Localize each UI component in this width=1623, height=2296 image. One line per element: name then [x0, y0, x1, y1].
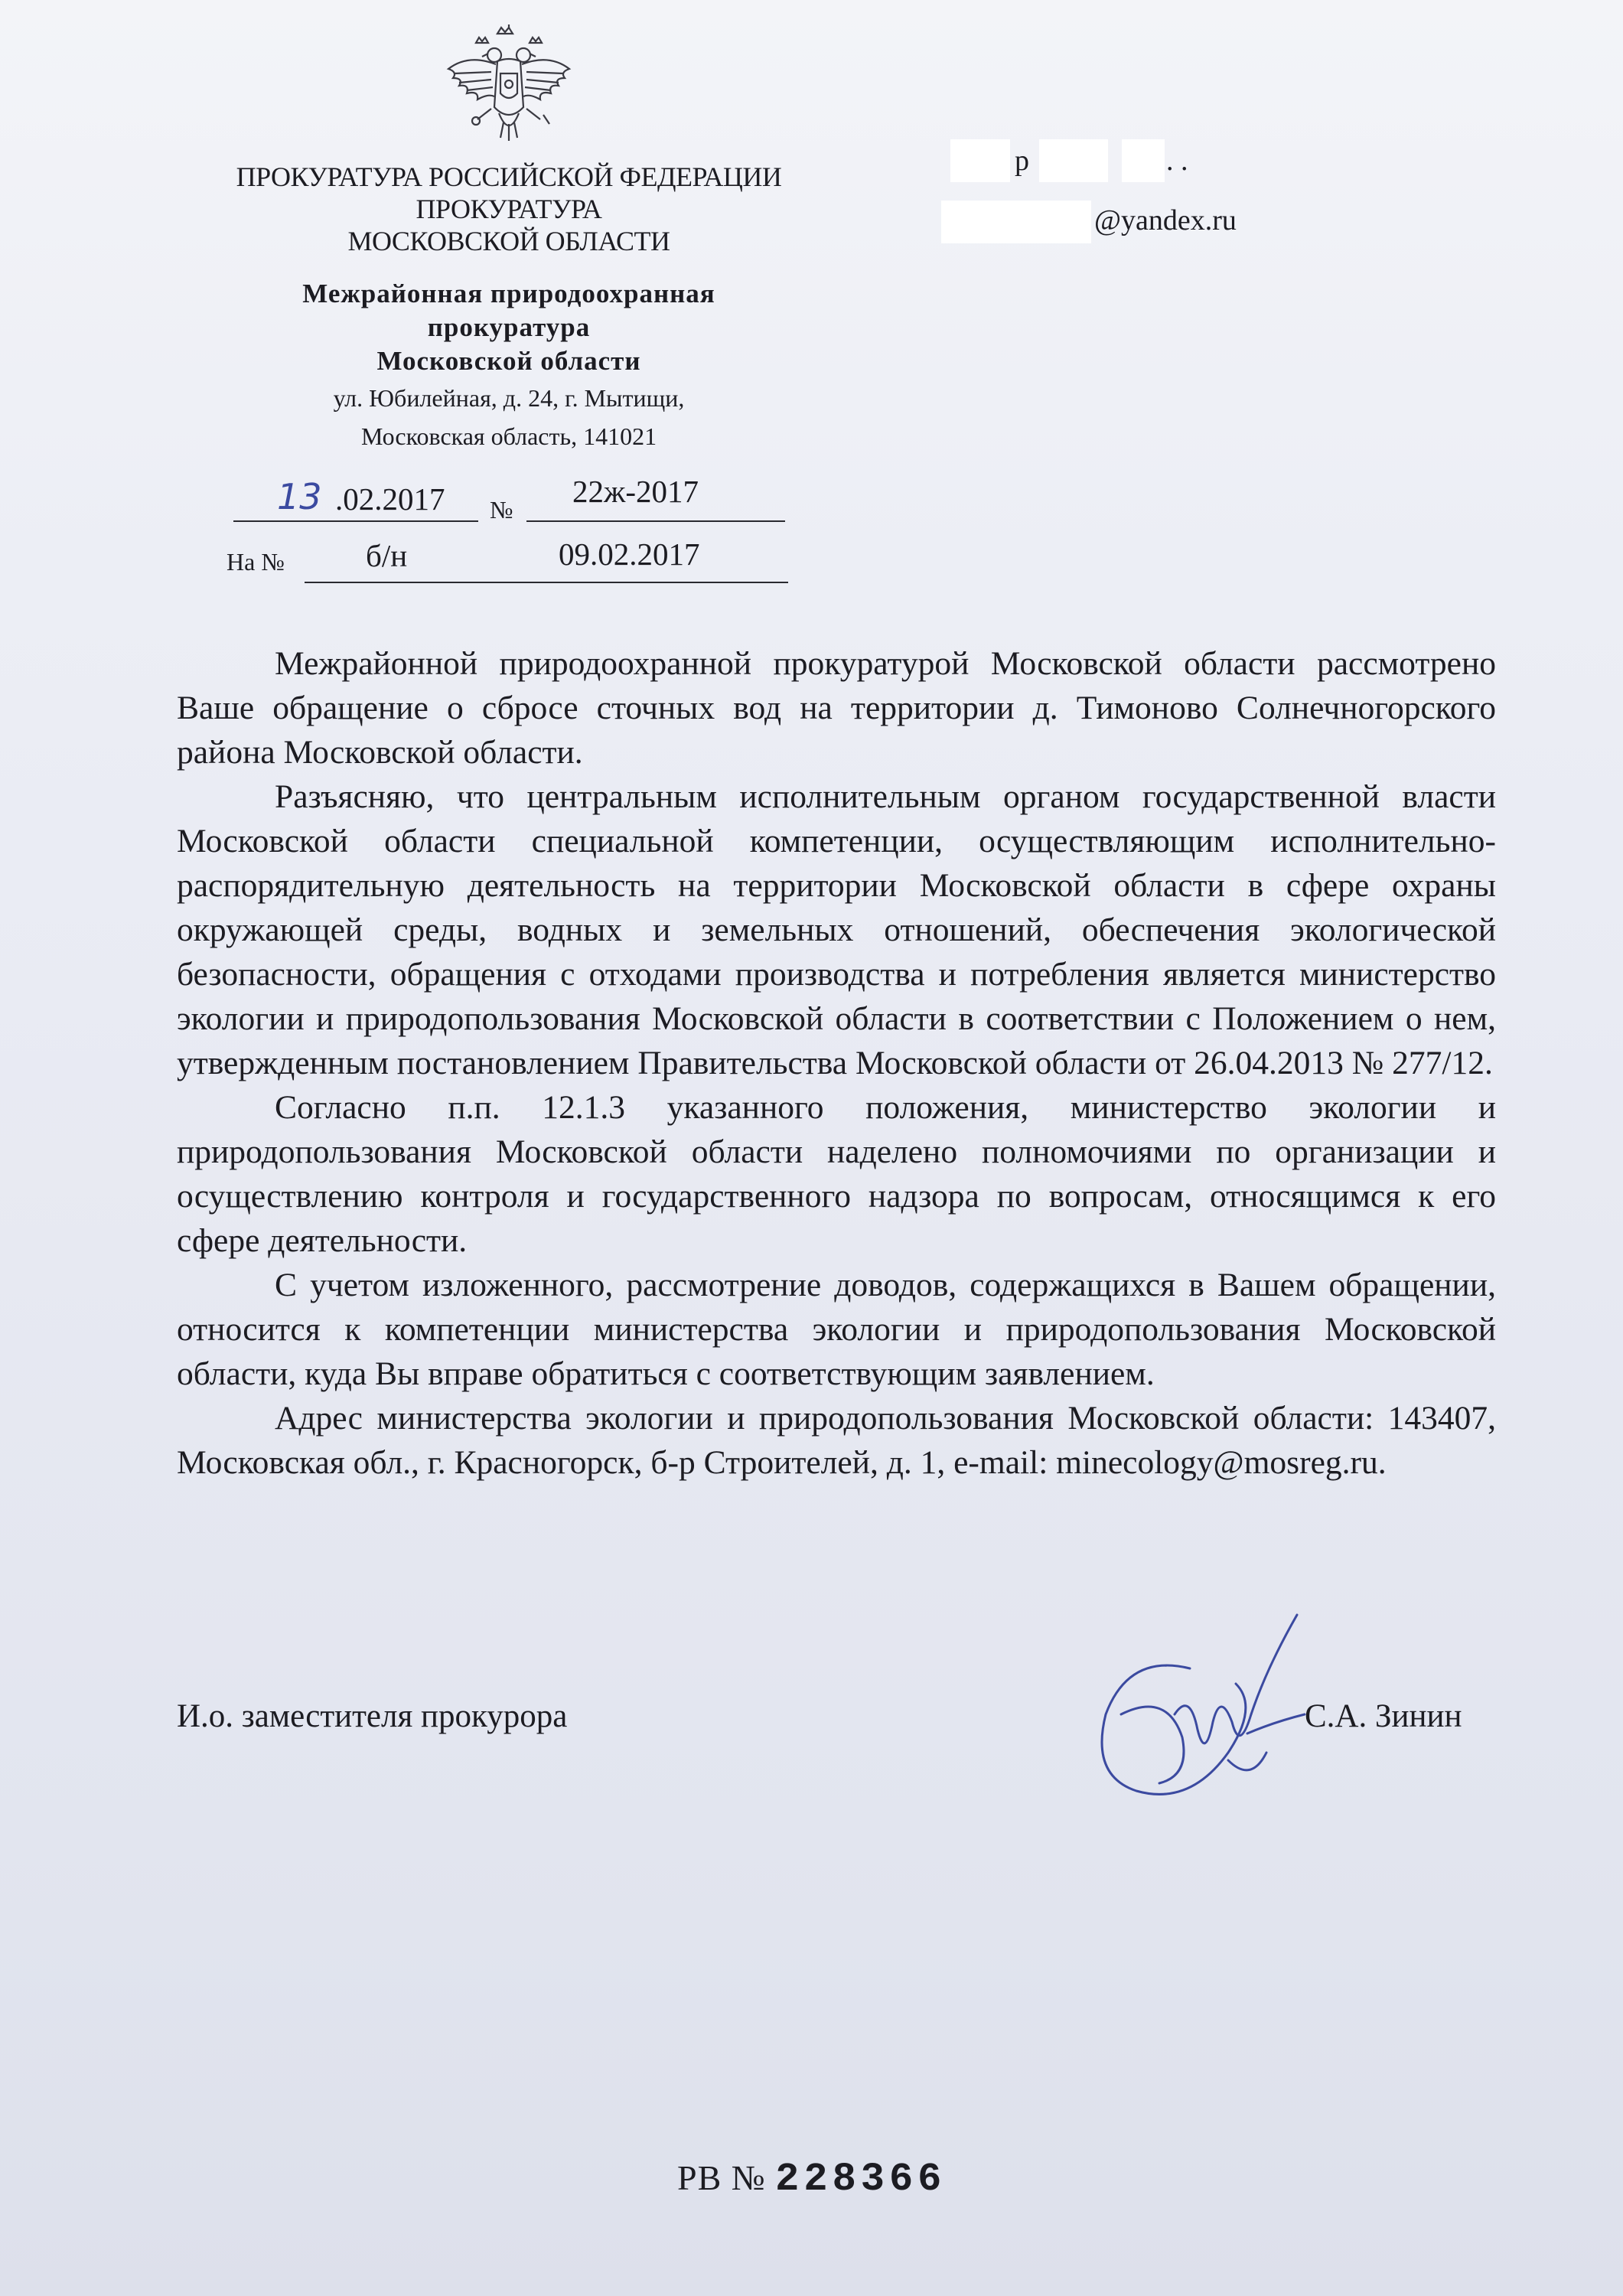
redaction-box [1122, 139, 1165, 182]
body-paragraph: Разъясняю, что центральным исполнительным органом государственной власти Московской области специальной компетенции, осуществляющим исполнительно-распорядительную деятельность на территории Московской области в сфере охраны окружающей среды, водных и земельных отношений, обеспечения экологической безопасности, обращения с отходами производства и потребления является министерство экологии и природопользования Московской области в соответствии с Положением о нем, утвержденным постановлением Правительства Московской области от 26.04.2013 № 277/12. [177, 778, 1496, 1081]
agency-line-1: ПРОКУРАТУРА РОССИЙСКОЙ ФЕДЕРАЦИИ [236, 161, 782, 192]
redaction-box [950, 139, 1010, 182]
address-line-1: ул. Юбилейная, д. 24, г. Мытищи, [333, 384, 685, 412]
address-line-2: Московская область, 141021 [360, 422, 657, 450]
body-paragraph: Согласно п.п. 12.1.3 указанного положения, министерство экологии и природопользования Московской области наделено полномочиями по организации и осуществлению контроля и государственного надзора по вопросам, относящимся к его сфере деятельности. [177, 1089, 1496, 1259]
handwritten-signature [1075, 1600, 1335, 1829]
coat-of-arms-emblem [438, 23, 580, 152]
redaction-box [1039, 139, 1108, 182]
date-underline [233, 520, 478, 522]
office-line-2: прокуратура [427, 312, 591, 342]
outgoing-number: 22ж-2017 [572, 474, 699, 509]
recipient-name-suffix: . . [1166, 145, 1188, 177]
form-serial-number [677, 2157, 946, 2202]
redaction-box [941, 201, 1091, 243]
office-line-3: Московской области [376, 346, 641, 376]
reference-date: 09.02.2017 [559, 536, 700, 572]
signatory-name: С.А. Зинин [1305, 1698, 1462, 1734]
handwritten-day: 13 [277, 476, 322, 517]
letter-body [177, 641, 1496, 1485]
serial-number: 228366 [775, 2157, 947, 2202]
number-underline [526, 520, 785, 522]
outgoing-date: .02.2017 [335, 481, 445, 517]
reference-label: На № [227, 548, 285, 576]
signatory-title: И.о. заместителя прокурора [177, 1698, 568, 1734]
recipient-email-suffix: @yandex.ru [1094, 204, 1237, 236]
reference-underline [305, 582, 788, 583]
serial-prefix: РВ № [677, 2158, 766, 2197]
number-label: № [490, 496, 513, 523]
body-paragraph: Межрайонной природоохранной прокуратурой Московской области рассмотрено Ваше обращение о сбросе сточных вод на территории д. Тимоново Солнечногорского района Московской области. [177, 645, 1496, 771]
agency-line-2: ПРОКУРАТУРА [416, 194, 602, 224]
office-line-1: Межрайонная природоохранная [302, 279, 715, 308]
body-paragraph: С учетом изложенного, рассмотрение доводов, содержащихся в Вашем обращении, относится к компетенции министерства экологии и природопользования Московской области, куда Вы вправе обратиться с соответствующим заявлением. [177, 1267, 1496, 1392]
reference-number: б/н [366, 538, 408, 573]
recipient-name-fragment: р [1015, 145, 1029, 177]
agency-line-3: МОСКОВСКОЙ ОБЛАСТИ [347, 226, 670, 256]
body-paragraph: Адрес министерства экологии и природопользования Московской области: 143407, Московская обл., г. Красногорск, б-р Строителей, д. 1, e-mail: minecology@mosreg.ru. [177, 1400, 1496, 1481]
